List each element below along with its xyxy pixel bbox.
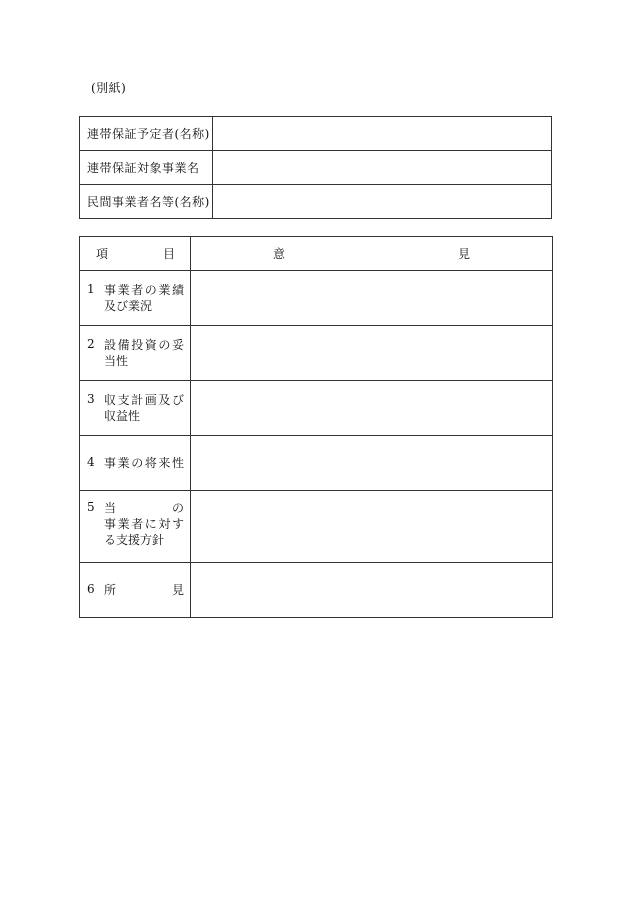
item-char: 性 — [171, 456, 184, 470]
operator-name-value[interactable] — [213, 185, 552, 219]
item-cell-4 — [80, 436, 191, 491]
item-char: 妥 — [171, 338, 184, 352]
opinion-cell-6[interactable] — [191, 563, 553, 618]
item-char: び — [171, 393, 184, 407]
item-char: 当 — [104, 501, 117, 515]
item-char: 及 — [158, 393, 171, 407]
opinion-cell-1[interactable] — [191, 271, 553, 326]
item-header-char-1: 項 — [96, 247, 109, 261]
item-char: 績 — [171, 283, 184, 297]
item-char: 画 — [144, 393, 157, 407]
item-char: 支 — [117, 393, 130, 407]
item-cell-3 — [80, 381, 191, 436]
info-row-guarantor — [80, 117, 552, 151]
item-char: 来 — [158, 456, 171, 470]
project-name-value[interactable] — [213, 151, 552, 185]
evaluation-table — [79, 236, 553, 618]
evaluation-row-4 — [80, 436, 553, 491]
item-char: に — [144, 517, 157, 531]
item-label-line2: 当性 — [104, 354, 129, 368]
item-char: の — [131, 456, 144, 470]
item-cell-2 — [80, 326, 191, 381]
item-char: 業 — [117, 456, 130, 470]
evaluation-row-6 — [80, 563, 553, 618]
item-number: 2 — [87, 337, 95, 351]
info-row-project — [80, 151, 552, 185]
item-number: 3 — [87, 392, 95, 406]
guarantor-name-label: 連帯保証予定者(名称) — [80, 117, 213, 151]
item-char: 計 — [131, 393, 144, 407]
info-row-operator — [80, 185, 552, 219]
item-number: 1 — [87, 282, 95, 296]
item-header-char-2: 目 — [162, 247, 175, 261]
item-char: 収 — [104, 393, 117, 407]
item-char: 事 — [104, 517, 117, 531]
item-char: 者 — [131, 517, 144, 531]
item-char: 者 — [131, 283, 144, 297]
evaluation-header-row — [80, 237, 553, 271]
item-char: 業 — [158, 283, 171, 297]
item-char: 設 — [104, 338, 117, 352]
project-name-label: 連帯保証対象事業名 — [80, 151, 213, 185]
evaluation-row-3 — [80, 381, 553, 436]
evaluation-row-5 — [80, 491, 553, 563]
item-char: 備 — [117, 338, 130, 352]
item-char: 事 — [104, 283, 117, 297]
opinion-cell-2[interactable] — [191, 326, 553, 381]
item-char: 所 — [104, 583, 117, 597]
item-cell-1 — [80, 271, 191, 326]
item-char: す — [171, 517, 184, 531]
item-char: 見 — [171, 583, 184, 597]
item-char: 投 — [131, 338, 144, 352]
guarantor-info-table — [79, 116, 552, 219]
operator-name-label: 民間事業者名等(名称) — [80, 185, 213, 219]
item-char: 業 — [117, 283, 130, 297]
item-char: 対 — [158, 517, 171, 531]
guarantor-name-value[interactable] — [213, 117, 552, 151]
evaluation-row-1 — [80, 271, 553, 326]
item-cell-5 — [80, 491, 191, 563]
item-number: 6 — [87, 582, 95, 596]
opinion-column-header — [191, 237, 553, 271]
item-char: の — [158, 338, 171, 352]
opinion-header-char-2: 見 — [457, 247, 470, 261]
item-char: 業 — [117, 517, 130, 531]
item-label-line3: る支援方針 — [104, 533, 165, 547]
opinion-header-char-1: 意 — [273, 247, 286, 261]
item-char: 将 — [144, 456, 157, 470]
opinion-cell-4[interactable] — [191, 436, 553, 491]
annex-label: (別紙) — [91, 81, 127, 95]
item-number: 4 — [87, 455, 95, 469]
item-number: 5 — [87, 500, 95, 514]
opinion-cell-5[interactable] — [191, 491, 553, 563]
evaluation-row-2 — [80, 326, 553, 381]
item-char: 事 — [104, 456, 117, 470]
item-cell-6 — [80, 563, 191, 618]
item-label-line2: 及び業況 — [104, 299, 153, 313]
item-char: の — [144, 283, 157, 297]
opinion-cell-3[interactable] — [191, 381, 553, 436]
item-char: 資 — [144, 338, 157, 352]
item-column-header — [80, 237, 191, 271]
item-char: の — [171, 501, 184, 515]
item-label-line2: 収益性 — [104, 409, 141, 423]
